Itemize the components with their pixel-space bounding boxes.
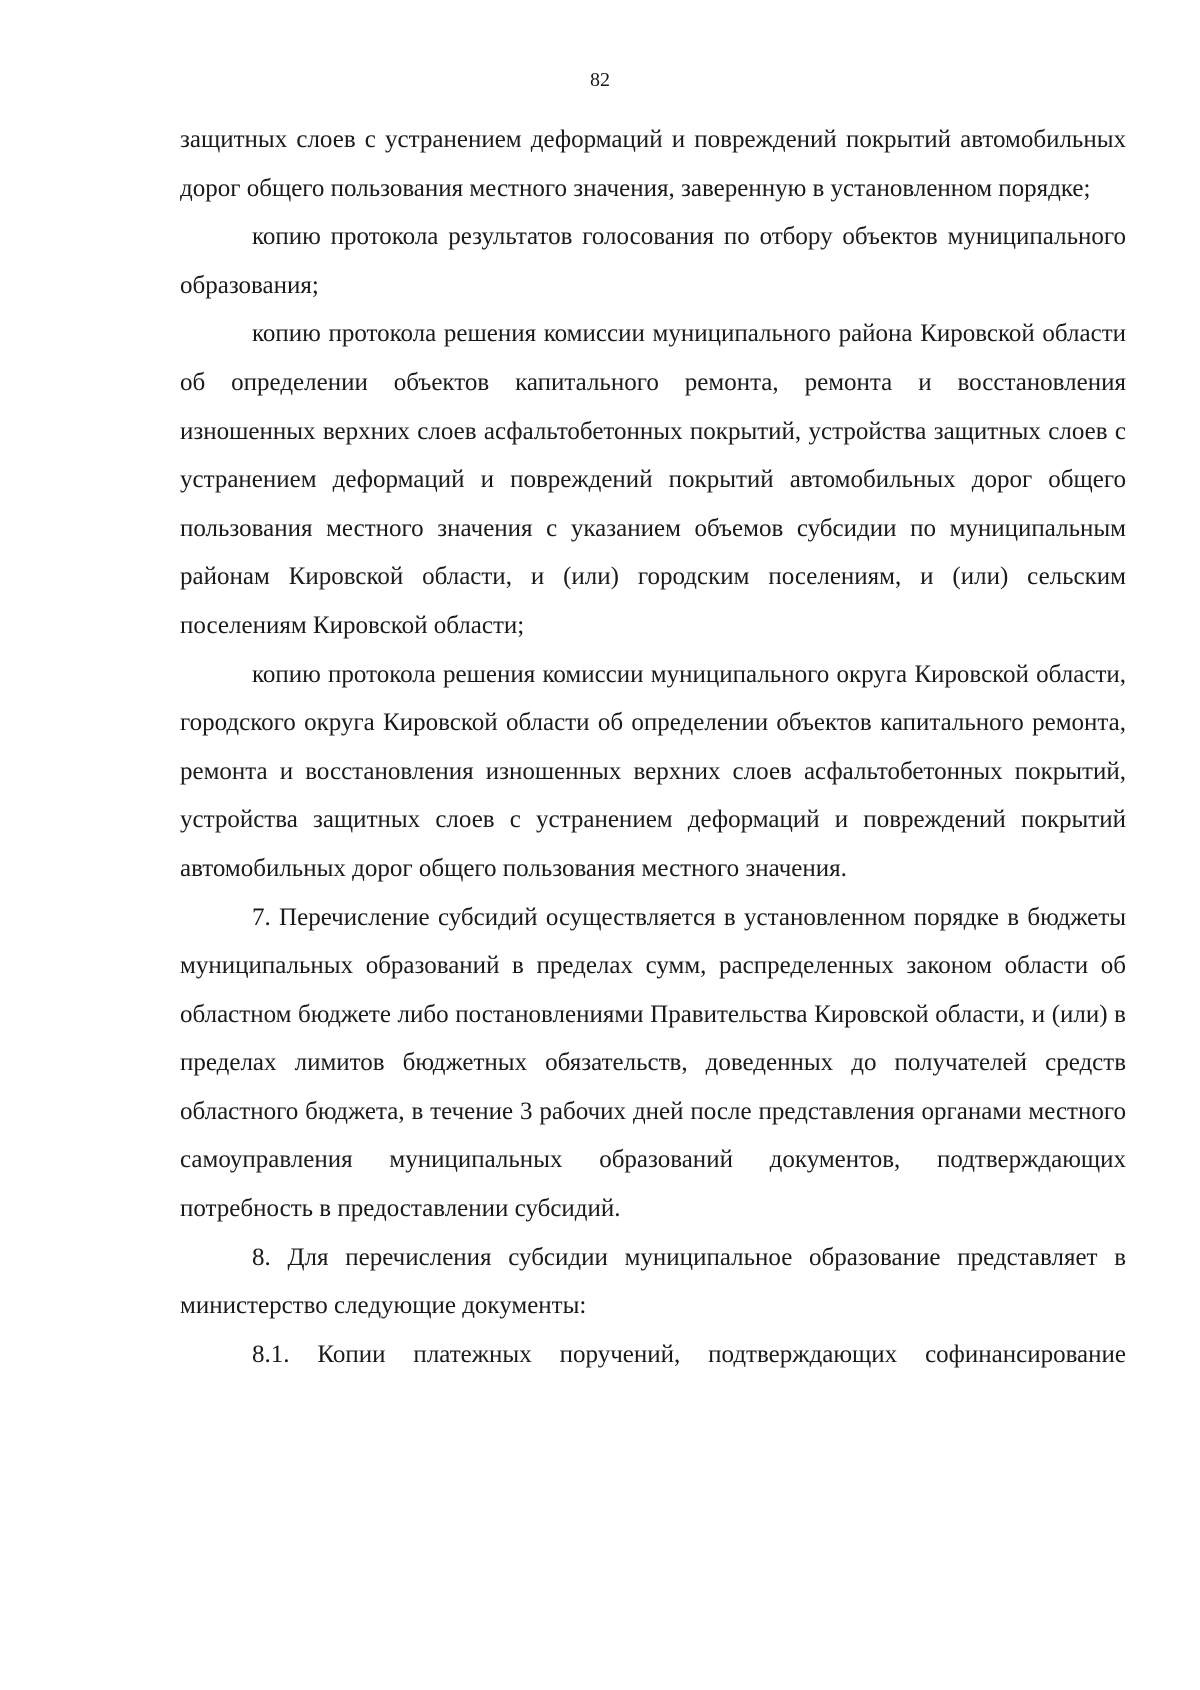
paragraph-district-commission: копию протокола решения комиссии муниципального района Кировской области об определении объектов капитального ремонта, ремонта и восстановления изношенных верхних слоев асфальтобетонных покрытий, устройства защитных слоев с устранением деформаций и повреждений покрытий автомобильных дорог общего пользования местного значения с указанием объемов субсидии по муниципальным районам Кировской области, и (или) городским поселениям, и (или) сельским поселениям Кировской области; — [180, 320, 1126, 639]
paragraph-okrug-commission: копию протокола решения комиссии муниципального округа Кировской области, городского округа Кировской области об определении объектов капитального ремонта, ремонта и восстановления изношенных верхних слоев асфальтобетонных покрытий, устройства защитных слоев с устранением деформаций и повреждений покрытий автомобильных дорог общего пользования местного значения. — [180, 660, 1126, 882]
paragraph-item-8: 8. Для перечисления субсидии муниципальное образование представляет в министерство следующие документы: — [180, 1243, 1126, 1320]
page-number: 82 — [590, 69, 610, 91]
paragraph-voting-protocol: копию протокола результатов голосования по отбору объектов муниципального образования; — [180, 223, 1126, 299]
paragraph-item-8-1: 8.1. Копии платежных поручений, подтверждающих софинансирование — [252, 1340, 1126, 1368]
paragraph-continuation: защитных слоев с устранением деформаций и повреждений покрытий автомобильных дорог общего пользования местного значения, заверенную в установленном порядке; — [180, 126, 1126, 202]
document-body — [180, 116, 1126, 1379]
paragraph-item-7: 7. Перечисление субсидий осуществляется в установленном порядке в бюджеты муниципальных образований в пределах сумм, распределенных законом области об областном бюджете либо постановлениями Правительства Кировской области, и (или) в пределах лимитов бюджетных обязательств, доведенных до получателей средств областного бюджета, в течение 3 рабочих дней после представления органами местного самоуправления муниципальных образований документов, подтверждающих потребность в предоставлении субсидий. — [180, 903, 1126, 1223]
